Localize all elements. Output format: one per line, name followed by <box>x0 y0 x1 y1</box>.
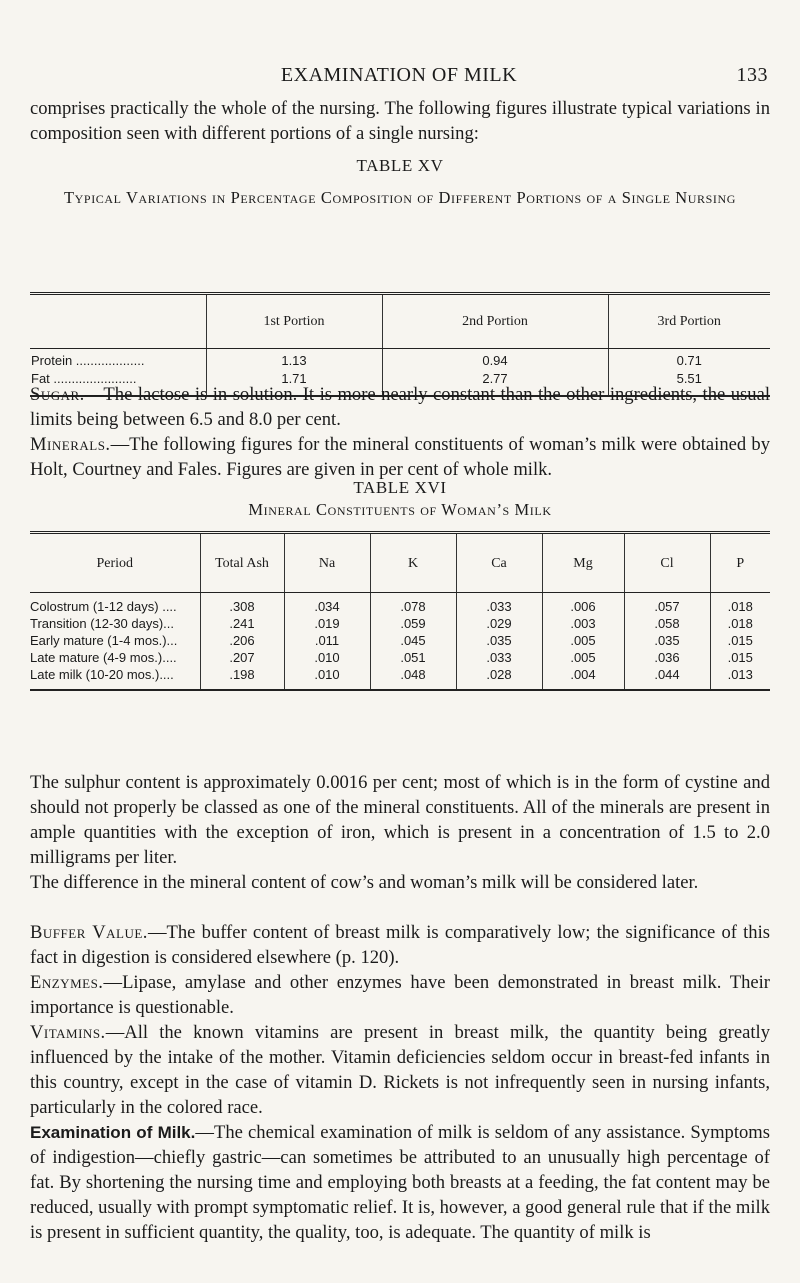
cell: .005 <box>542 632 624 649</box>
row-label: Early mature (1-4 mos.)... <box>30 633 178 648</box>
cell: .033 <box>456 649 542 666</box>
table16-col-0: Period <box>30 533 200 593</box>
vitamins-text: —All the known vitamins are present in breast milk, the quantity being greatly influenced by the intake of the mother. Vitamin deficiencies seldom occur in breast-fed infants in this country, except in the case of vitamin D. Rickets is not infrequently seen in nursing infants, particularly in the colored race. <box>30 1022 770 1118</box>
cell: 1.71 <box>206 370 382 396</box>
cell: .010 <box>284 666 370 690</box>
table-row <box>30 349 770 371</box>
page-number: 133 <box>736 64 768 86</box>
minerals-heading: Minerals. <box>30 434 111 455</box>
table16-col-2: Na <box>284 533 370 593</box>
cell: .057 <box>624 593 710 616</box>
cell: .308 <box>200 593 284 616</box>
table16-col-7: P <box>710 533 770 593</box>
row-label: Late milk (10-20 mos.).... <box>30 667 174 682</box>
cell: .015 <box>710 632 770 649</box>
cell: .028 <box>456 666 542 690</box>
cell: .004 <box>542 666 624 690</box>
sulphur-paragraph: The sulphur content is approximately 0.0016 per cent; most of which is in the form of cystine and should not properly be classed as one of the mineral constituents. All of the minerals are present in ample quantities with the exception of iron, which is present in a concentration of 1.5 to 2.0 milligrams per liter. <box>30 772 770 868</box>
row-label: Fat ....................... <box>31 371 137 386</box>
cell: .019 <box>284 615 370 632</box>
table15-label: TABLE XV <box>356 156 444 175</box>
table15-caption: Typical Variations in Percentage Composition of Different Portions of a Single Nursing <box>63 188 737 207</box>
sugar-paragraph <box>30 382 770 432</box>
table16-label: TABLE XVI <box>353 478 447 497</box>
table-row <box>30 666 770 690</box>
cell: .029 <box>456 615 542 632</box>
examination-paragraph <box>30 1120 770 1245</box>
buffer-text: —The buffer content of breast milk is comparatively low; the significance of this fact in digestion is considered elsewhere (p. 120). <box>30 922 770 968</box>
running-title: EXAMINATION OF MILK <box>280 64 518 86</box>
cell: .035 <box>624 632 710 649</box>
cell: .010 <box>284 649 370 666</box>
table15-col-0 <box>30 294 206 349</box>
examination-text: —The chemical examination of milk is seldom of any assistance. Symptoms of indigestion—chiefly gastric—can sometimes be attributed to an unusually high percentage of fat. By shortening the nursing time and employing both breasts at a feeding, the fat content may be reduced, usually with prompt symptomatic relief. It is, however, a good general rule that if the milk is present in sufficient quantity, the quality, too, is adequate. The quantity of milk is <box>30 1122 770 1243</box>
cell: .078 <box>370 593 456 616</box>
table16-col-3: K <box>370 533 456 593</box>
difference-paragraph: The difference in the mineral content of cow’s and woman’s milk will be considered later. <box>30 872 699 893</box>
table16-col-6: Cl <box>624 533 710 593</box>
table-row <box>30 649 770 666</box>
cell: .207 <box>200 649 284 666</box>
cell: .198 <box>200 666 284 690</box>
vitamins-paragraph <box>30 1020 770 1120</box>
minerals-paragraph <box>30 432 770 482</box>
table-row <box>30 615 770 632</box>
cell: 5.51 <box>608 370 770 396</box>
cell: .034 <box>284 593 370 616</box>
cell: .036 <box>624 649 710 666</box>
cell: .044 <box>624 666 710 690</box>
cell: .035 <box>456 632 542 649</box>
cell: .051 <box>370 649 456 666</box>
cell: .206 <box>200 632 284 649</box>
examination-heading: Examination of Milk. <box>30 1123 196 1142</box>
row-label: Protein ................... <box>31 353 145 368</box>
table15-header-row <box>30 294 770 349</box>
intro-paragraph: comprises practically the whole of the nursing. The following figures illustrate typical variations in composition seen with different portions of a single nursing: <box>30 98 770 144</box>
enzymes-paragraph <box>30 970 770 1020</box>
row-label: Late mature (4-9 mos.).... <box>30 650 177 665</box>
table16-col-1: Total Ash <box>200 533 284 593</box>
cell: .003 <box>542 615 624 632</box>
table15-col-3: 3rd Portion <box>608 294 770 349</box>
buffer-heading: Buffer Value. <box>30 922 148 943</box>
enzymes-text: —Lipase, amylase and other enzymes have been demonstrated in breast milk. Their importance is questionable. <box>30 972 770 1018</box>
cell: .058 <box>624 615 710 632</box>
cell: .006 <box>542 593 624 616</box>
cell: 0.94 <box>382 349 608 371</box>
table-row <box>30 632 770 649</box>
enzymes-heading: Enzymes. <box>30 972 104 993</box>
table15-col-1: 1st Portion <box>206 294 382 349</box>
cell: 1.13 <box>206 349 382 371</box>
cell: .059 <box>370 615 456 632</box>
sugar-text: —The lactose is in solution. It is more nearly constant than the other ingredients, the usual limits being between 6.5 and 8.0 per cent. <box>30 384 770 430</box>
table16-col-5: Mg <box>542 533 624 593</box>
table16-caption: Mineral Constituents of Woman’s Milk <box>248 500 552 519</box>
cell: .011 <box>284 632 370 649</box>
table16-header-row <box>30 533 770 593</box>
cell: .018 <box>710 615 770 632</box>
cell: 0.71 <box>608 349 770 371</box>
table16-col-4: Ca <box>456 533 542 593</box>
row-label: Colostrum (1-12 days) .... <box>30 599 177 614</box>
cell: .048 <box>370 666 456 690</box>
row-label: Transition (12-30 days)... <box>30 616 175 631</box>
running-header <box>30 64 768 88</box>
cell: .005 <box>542 649 624 666</box>
cell: .013 <box>710 666 770 690</box>
cell: 2.77 <box>382 370 608 396</box>
table16 <box>30 531 770 691</box>
table15-col-2: 2nd Portion <box>382 294 608 349</box>
cell: .045 <box>370 632 456 649</box>
cell: .018 <box>710 593 770 616</box>
minerals-text: —The following figures for the mineral constituents of woman’s milk were obtained by Holt, Courtney and Fales. Figures are given in per cent of whole milk. <box>30 434 770 480</box>
cell: .033 <box>456 593 542 616</box>
sugar-heading: Sugar. <box>30 384 85 405</box>
table-row <box>30 593 770 616</box>
buffer-paragraph <box>30 920 770 970</box>
vitamins-heading: Vitamins. <box>30 1022 106 1043</box>
cell: .241 <box>200 615 284 632</box>
cell: .015 <box>710 649 770 666</box>
